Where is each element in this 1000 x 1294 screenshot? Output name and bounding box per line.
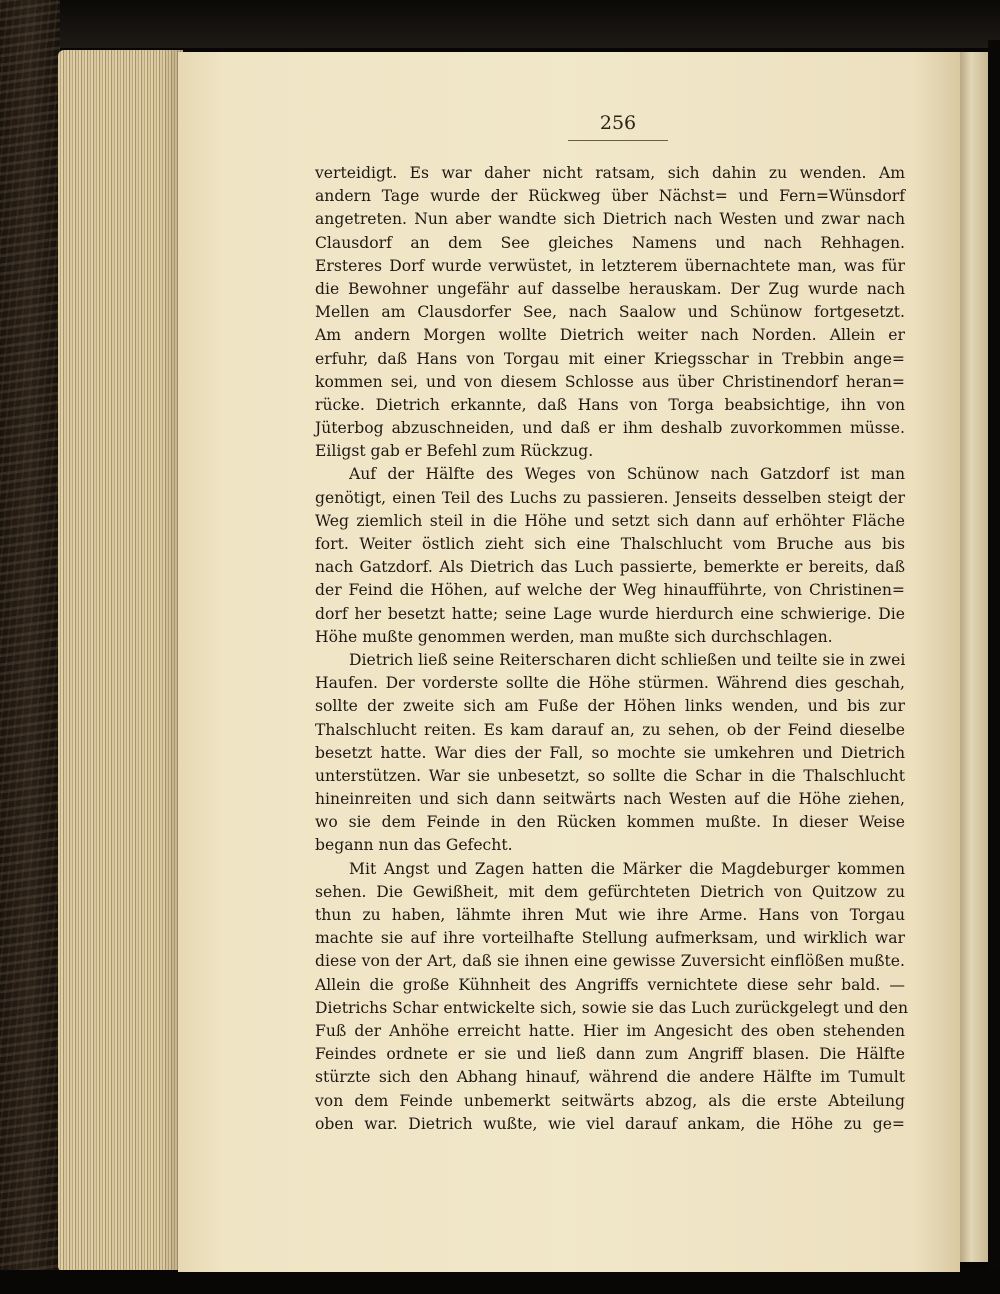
text-line: fort. Weiter östlich zieht sich eine Thalschlucht vom Bruche aus bis [315,535,905,553]
text-line: Auf der Hälfte des Weges von Schünow nach Gatzdorf ist man [349,465,905,484]
facing-page-edge [960,52,988,1262]
text-line: oben war. Dietrich wußte, wie viel darauf ankam, die Höhe zu ge= [315,1114,905,1133]
text-line: angetreten. Nun aber wandte sich Dietrich nach Westen und zwar nach [315,210,905,229]
text-line: andern Tage wurde der Rückweg über Nächst= und Fern=Wünsdorf [315,187,905,206]
text-line: Allein die große Kühnheit des Angriffs vernichtete diese sehr bald. — [315,975,905,994]
text-line: besetzt hatte. War dies der Fall, so mochte sie umkehren und Dietrich [315,743,905,762]
header-rule [568,140,668,141]
text-line: wo sie dem Feinde in den Rücken kommen mußte. In dieser Weise [315,813,905,832]
text-line: sollte der zweite sich am Fuße der Höhen links wenden, und bis zur [315,697,905,716]
text-line: sehen. Die Gewißheit, mit dem gefürchteten Dietrich von Quitzow zu [315,882,905,901]
page-edges-stack [58,50,183,1272]
text-line: Clausdorf an dem See gleiches Namens und nach Rehhagen. [315,233,905,252]
text-line: Am andern Morgen wollte Dietrich weiter nach Norden. Allein er [315,326,905,345]
marbled-book-cover [0,0,60,1294]
text-line: erfuhr, daß Hans von Torgau mit einer Kriegsschar in Trebbin ange= [315,349,905,368]
text-line: Feindes ordnete er sie und ließ dann zum Angriff blasen. Die Hälfte [315,1045,905,1064]
text-line: nach Gatzdorf. Als Dietrich das Luch passierte, bemerkte er bereits, daß [315,558,905,577]
text-line: der Feind die Höhen, auf welche der Weg hinaufführte, von Christinen= [315,581,905,600]
book-page [178,52,960,1272]
text-line: Mellen am Clausdorfer See, nach Saalow und Schünow fortgesetzt. [315,303,905,322]
text-line: stürzte sich den Abhang hinauf, während die andere Hälfte im Tumult [315,1068,905,1087]
text-line: diese von der Art, daß sie ihnen eine gewisse Zuversicht einflößen mußte. [315,952,905,971]
text-line: genötigt, einen Teil des Luchs zu passieren. Jenseits desselben steigt der [315,488,905,507]
text-line: Jüterbog abzuschneiden, und daß er ihm deshalb zuvorkommen müsse. [315,419,905,438]
text-line: Ersteres Dorf wurde verwüstet, in letzterem übernachtete man, was für [315,256,905,275]
text-line: Höhe mußte genommen werden, man mußte sich durchschlagen. [315,627,833,646]
text-line: machte sie auf ihre vorteilhafte Stellung aufmerksam, und wirklich war [315,929,905,948]
scan-bottom-background [0,1270,1000,1294]
page-number: 256 [599,112,637,134]
text-line: von dem Feinde unbemerkt seitwärts abzog, als die erste Abteilung [315,1091,905,1110]
text-line: Dietrich ließ seine Reiterscharen dicht schließen und teilte sie in zwei [349,650,906,669]
text-line: Thalschlucht reiten. Es kam darauf an, zu sehen, ob der Feind dieselbe [315,720,905,739]
text-line: hineinreiten und sich dann seitwärts nach Westen auf die Höhe ziehen, [315,790,905,809]
scan-top-background [0,0,1000,48]
text-line: Eiligst gab er Befehl zum Rückzug. [315,442,594,461]
text-line: verteidigt. Es war daher nicht ratsam, sich dahin zu wenden. Am [315,164,905,182]
text-line: die Bewohner ungefähr auf dasselbe herauskam. Der Zug wurde nach [315,279,905,298]
text-line: thun zu haben, lähmte ihren Mut wie ihre Arme. Hans von Torgau [315,906,905,924]
text-line: Mit Angst und Zagen hatten die Märker die Magdeburger kommen [349,859,905,878]
text-line: unterstützen. War sie unbesetzt, so sollte die Schar in die Thalschlucht [315,766,905,785]
page-body-text [315,162,909,1136]
text-line: begann nun das Gefecht. [315,836,513,855]
text-line: Fuß der Anhöhe erreicht hatte. Hier im Angesicht des oben stehenden [315,1021,905,1040]
text-line: kommen sei, und von diesem Schlosse aus über Christinendorf heran= [315,372,905,391]
text-line: Haufen. Der vorderste sollte die Höhe stürmen. Während dies geschah, [315,674,905,693]
text-line: Weg ziemlich steil in die Höhe und setzt sich dann auf erhöhter Fläche [315,511,905,530]
scan-right-background [988,40,1000,1280]
text-line: rücke. Dietrich erkannte, daß Hans von Torga beabsichtige, ihn von [315,395,905,414]
text-line: Dietrichs Schar entwickelte sich, sowie sie das Luch zurückgelegt und den [315,998,909,1017]
text-line: dorf her besetzt hatte; seine Lage wurde hierdurch eine schwierige. Die [315,604,905,623]
